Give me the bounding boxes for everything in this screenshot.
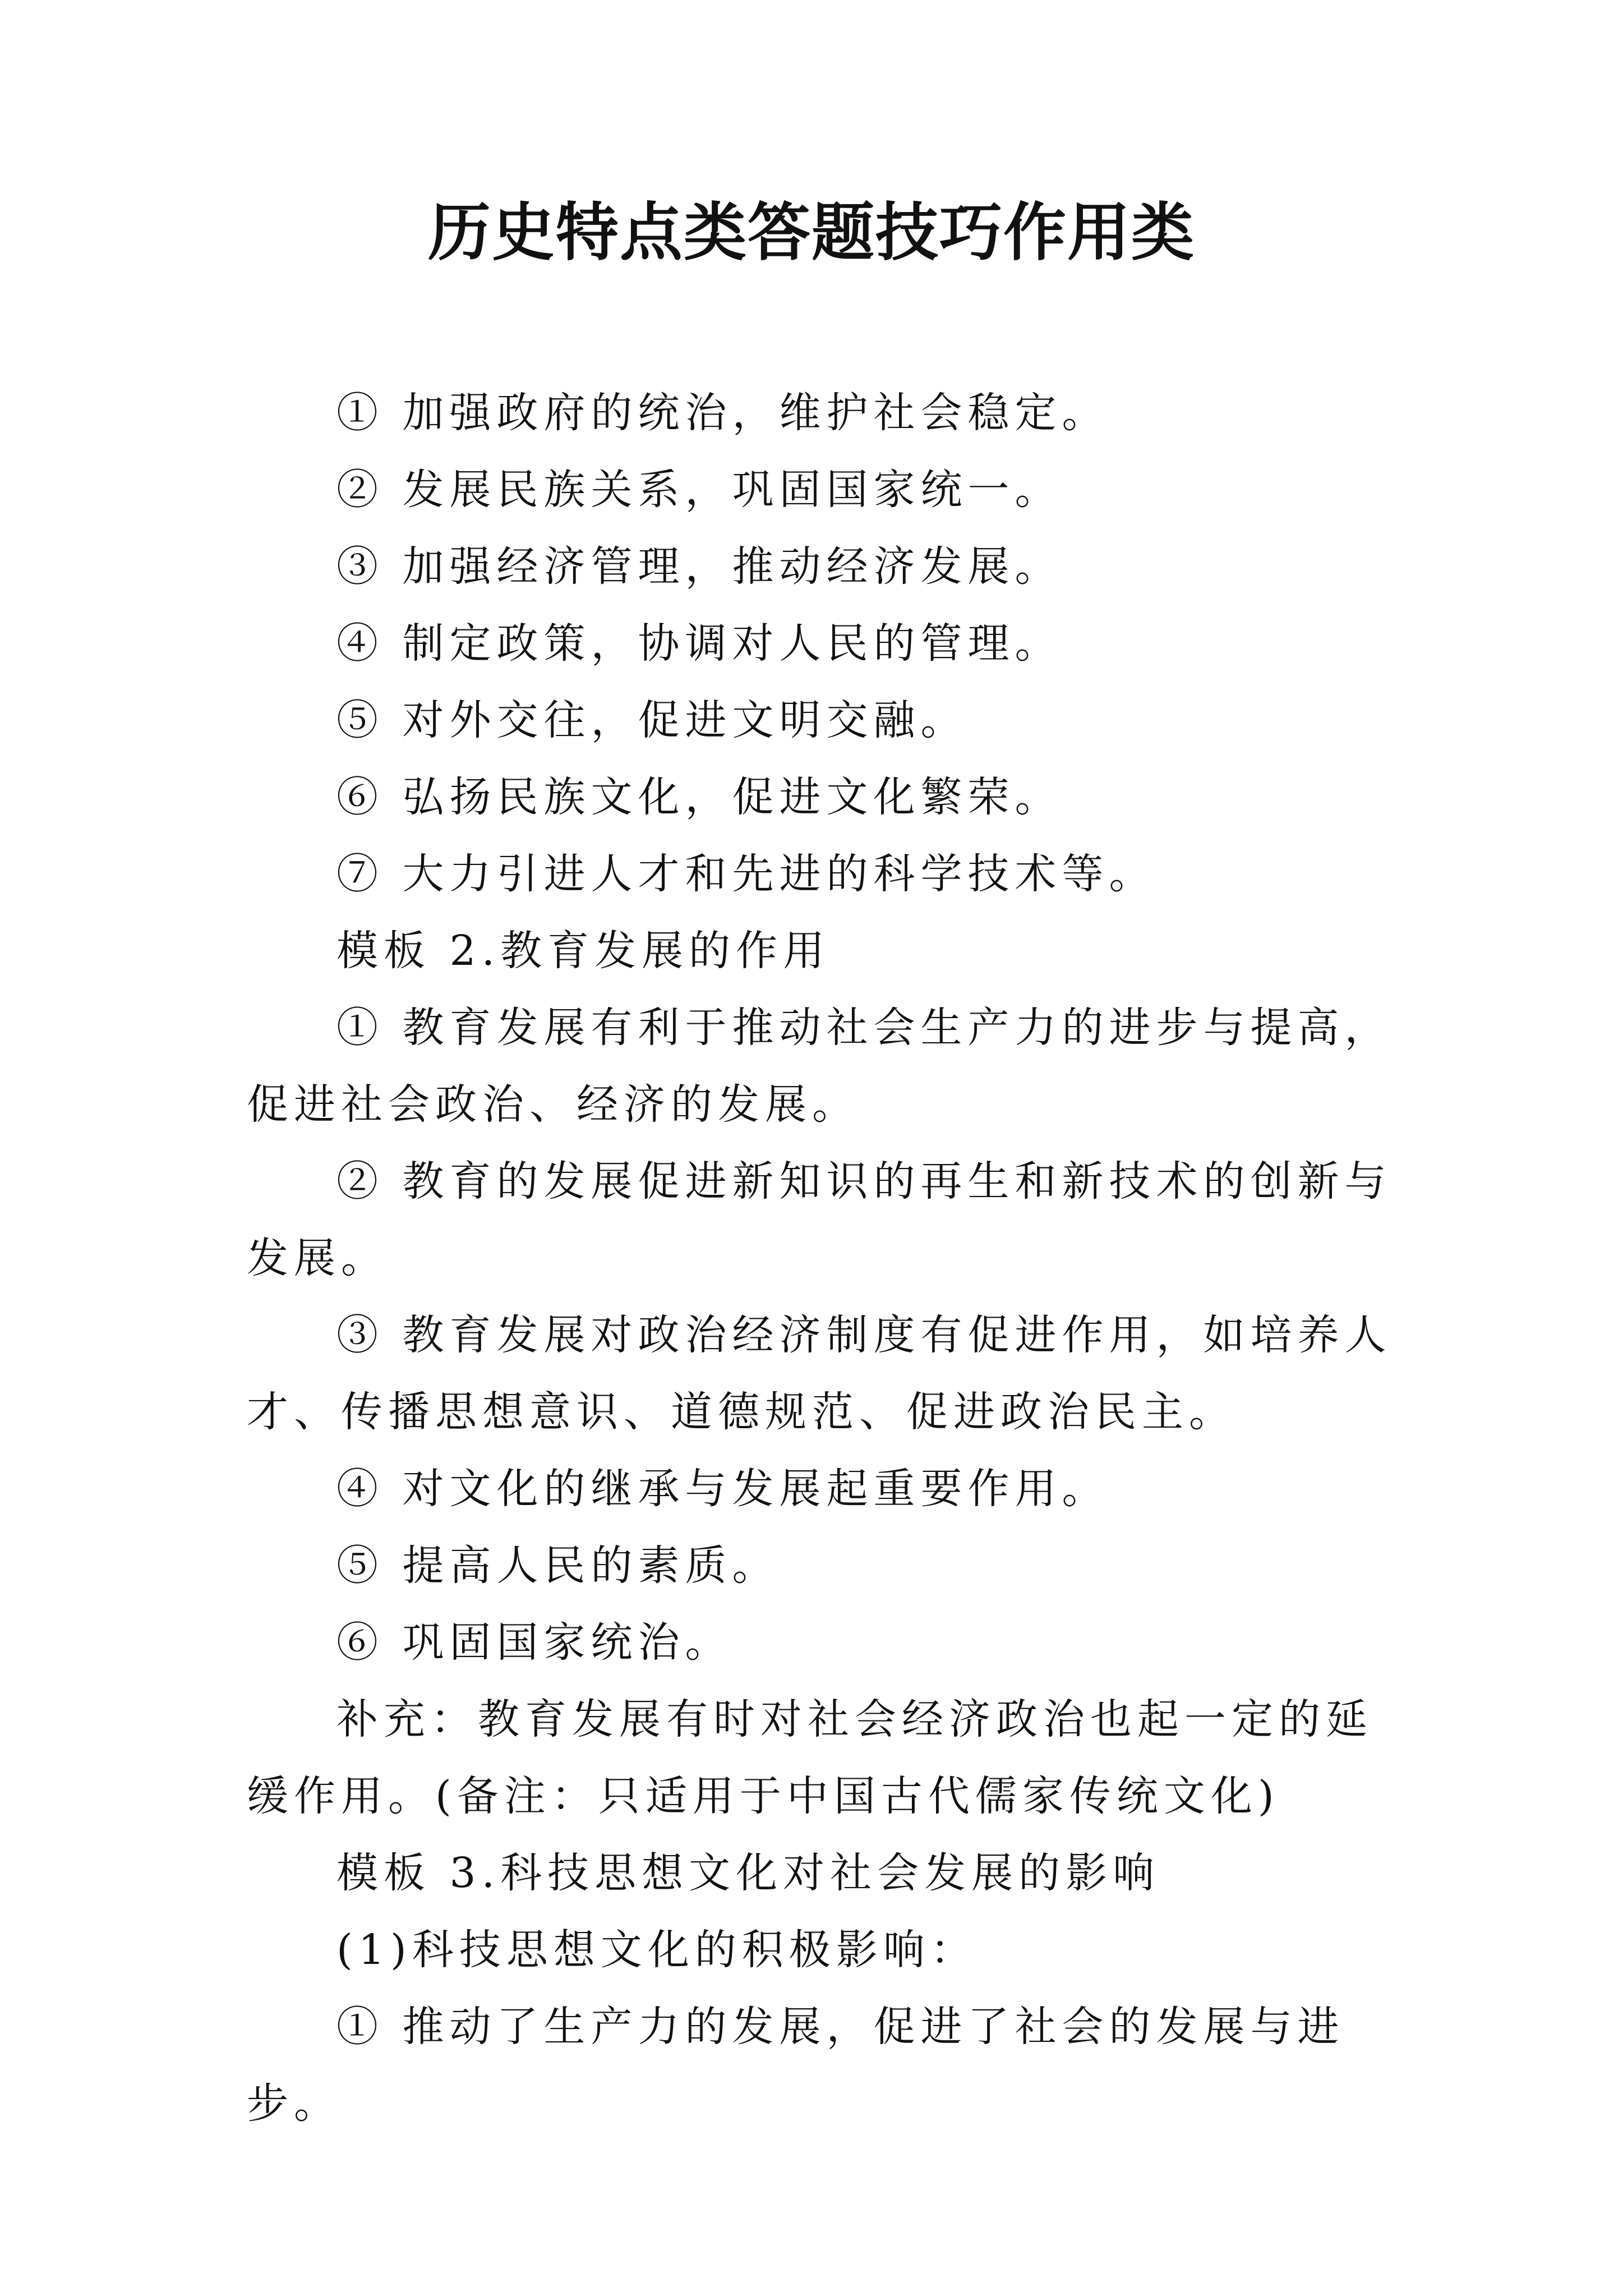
- paragraph-14: ⑥ 巩固国家统治。: [336, 1618, 732, 1667]
- page-title: 历史特点类答题技巧作用类: [428, 196, 1195, 269]
- paragraph-5: ⑤ 对外交往，促进文明交融。: [336, 696, 968, 744]
- subheading-positive-impact: (1)科技思想文化的积极影响：: [336, 1926, 978, 1974]
- paragraph-7: ⑦ 大力引进人才和先进的科学技术等。: [336, 850, 1156, 898]
- paragraph-13: ⑤ 提高人民的素质。: [336, 1542, 780, 1590]
- paragraph-11: ③ 教育发展对政治经济制度有促进作用，如培养人才、传播思想意识、道德规范、促进政治民主。: [247, 1311, 1392, 1436]
- paragraph-6: ⑥ 弘扬民族文化，促进文化繁荣。: [336, 773, 1062, 821]
- supplement-paragraph: 补充：教育发展有时对社会经济政治也起一定的延缓作用。(备注：只适用于中国古代儒家传统文化): [247, 1695, 1373, 1820]
- paragraph-12: ④ 对文化的继承与发展起重要作用。: [336, 1465, 1109, 1513]
- paragraph-1: ① 加强政府的统治，维护社会稳定。: [336, 389, 1109, 437]
- section-heading-template-2: 模板 2.教育发展的作用: [336, 927, 831, 975]
- paragraph-4: ④ 制定政策，协调对人民的管理。: [336, 619, 1062, 668]
- paragraph-9: ① 教育发展有利于推动社会生产力的进步与提高，促进社会政治、经济的发展。: [247, 1004, 1392, 1129]
- document-body: [247, 375, 1413, 2142]
- paragraph-10: ② 教育的发展促进新知识的再生和新技术的创新与发展。: [247, 1157, 1392, 1282]
- section-heading-template-3: 模板 3.科技思想文化对社会发展的影响: [336, 1849, 1160, 1897]
- paragraph-3: ③ 加强经济管理，推动经济发展。: [336, 542, 1062, 591]
- paragraph-18: ① 推动了生产力的发展，促进了社会的发展与进步。: [247, 2003, 1345, 2128]
- paragraph-2: ② 发展民族关系，巩固国家统一。: [336, 466, 1062, 514]
